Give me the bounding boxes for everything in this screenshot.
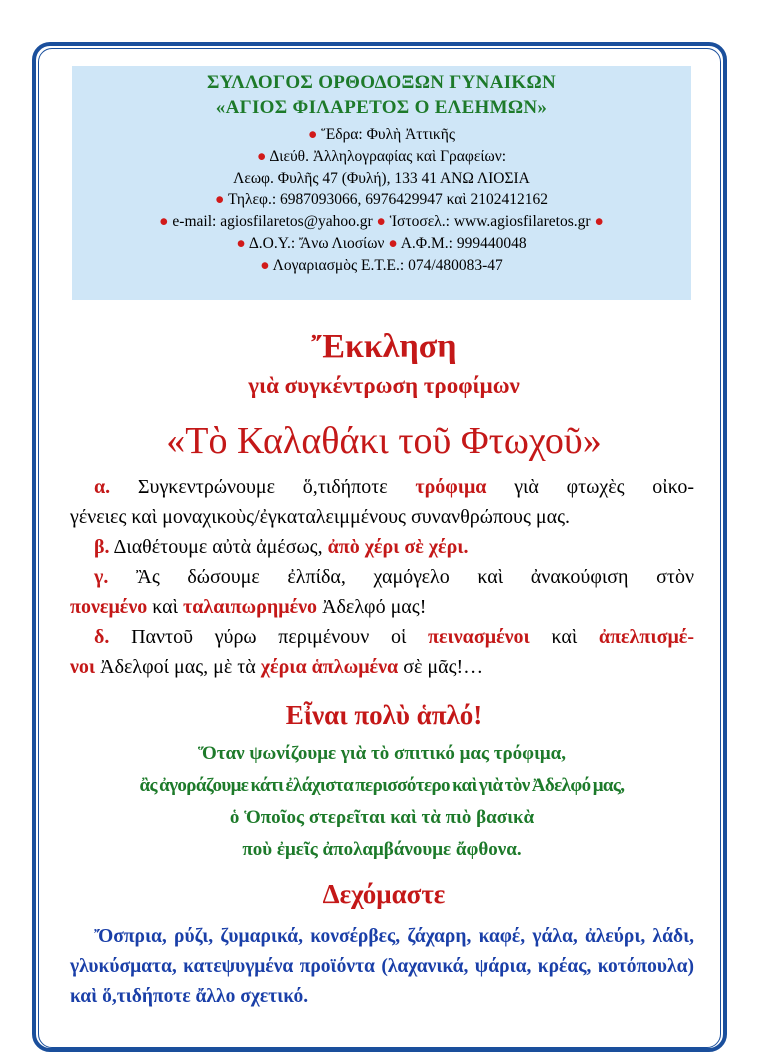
seat-text: Ἕδρα: Φυλὴ Ἀττικῆς xyxy=(321,126,455,143)
point-text: Ἀδελφοί μας, μὲ τὰ xyxy=(100,656,256,678)
point-a-line1 xyxy=(70,472,694,502)
appeal-title: Ἔκκληση xyxy=(311,328,457,365)
seat-line xyxy=(72,124,691,146)
phones-text: Τηλεφ.: 6987093066, 6976429947 καὶ 2102412162 xyxy=(227,191,548,209)
point-highlight: ταλαιπωρημένο xyxy=(183,596,318,618)
point-label: α. xyxy=(94,476,111,498)
point-highlight: πεινασμένοι xyxy=(428,626,530,648)
point-label: β. xyxy=(94,536,110,558)
contact-line xyxy=(72,211,691,233)
point-a xyxy=(70,472,694,502)
simple-line: ἂς ἀγοράζουμε κάτι ἐλάχιστα περισσότερο καὶ γιὰ τὸν Ἀδελφό μας, xyxy=(139,775,625,796)
point-c xyxy=(70,562,694,592)
point-d-line1 xyxy=(70,622,694,652)
point-text: γένειες καὶ μοναχικοὺς/ἐγκαταλειμμένους συνανθρώπους μας. xyxy=(70,506,570,528)
point-highlight: νοι xyxy=(70,656,96,678)
bullet-icon: ● xyxy=(215,191,225,209)
simple-text xyxy=(70,738,694,866)
point-highlight: χέρια ἁπλωμένα xyxy=(260,656,399,678)
point-highlight: τρόφιμα xyxy=(415,476,487,498)
bullet-icon: ● xyxy=(256,147,267,165)
website-link[interactable]: Ἱστοσελ.: www.agiosfilaretos.gr xyxy=(389,213,591,231)
bullet-icon: ● xyxy=(376,213,386,231)
org-subtitle: «ΑΓΙΟΣ ΦΙΛΑΡΕΤΟΣ Ο ΕΛΕΗΜΩΝ» xyxy=(215,97,548,118)
point-text: Παντοῦ γύρω περιμένουν οἱ xyxy=(131,626,407,648)
address-text: Λεωφ. Φυλῆς 47 (Φυλή), 133 41 ΑΝΩ ΛΙΟΣΙΑ xyxy=(233,169,530,187)
point-text: Ἂς δώσουμε ἐλπίδα, χαμόγελο καὶ ἀνακούφιση στὸν xyxy=(136,566,694,588)
bullet-icon: ● xyxy=(159,213,169,231)
simple-line: ποὺ ἐμεῖς ἀπολαμβάνουμε ἄφθονα. xyxy=(242,839,522,860)
org-name: ΣΥΛΛΟΓΟΣ ΟΡΘΟΔΟΞΩΝ ΓΥΝΑΙΚΩΝ xyxy=(206,72,557,93)
bullet-icon: ● xyxy=(236,234,246,252)
accept-text-block xyxy=(70,922,694,1012)
point-b xyxy=(70,532,694,562)
phones-line xyxy=(72,189,691,211)
simple-line: ὁ Ὁποῖος στερεῖται καὶ τὰ πιὸ βασικὰ xyxy=(229,807,535,828)
point-highlight: ἀπὸ χέρι σὲ χέρι. xyxy=(327,536,469,558)
simple-line: Ὅταν ψωνίζουμε γιὰ τὸ σπιτικό μας τρόφιμα, xyxy=(197,743,567,764)
point-text: καὶ xyxy=(152,596,179,618)
bullet-icon: ● xyxy=(388,234,398,252)
campaign-title: «Τὸ Καλαθάκι τοῦ Φτωχοῦ» xyxy=(166,420,602,462)
point-text: Συγκεντρώνουμε ὅ,τιδήποτε xyxy=(137,476,388,498)
point-c-line1 xyxy=(70,562,694,592)
bullet-icon: ● xyxy=(260,256,270,274)
point-text: σὲ μᾶς!… xyxy=(403,656,484,678)
address-label-line xyxy=(72,146,691,168)
tax-office-text: Δ.Ο.Υ.: Ἄνω Λιοσίων xyxy=(248,234,385,252)
point-highlight: πονεμένο xyxy=(70,596,148,618)
point-text: Ἀδελφό μας! xyxy=(322,596,427,618)
organization-header xyxy=(72,66,691,300)
point-highlight: ἀπελπισμέ- xyxy=(598,626,694,648)
point-d xyxy=(70,622,694,652)
address-label: Διεύθ. Ἀλληλογραφίας καὶ Γραφείων: xyxy=(269,147,507,165)
point-text: γιὰ φτωχὲς οἰκο- xyxy=(514,476,694,498)
point-c-cont xyxy=(70,592,694,622)
point-label: δ. xyxy=(94,626,110,648)
bank-account-text: Λογαριασμὸς Ε.Τ.Ε.: 074/480083-47 xyxy=(272,256,503,274)
simple-title: Εἶναι πολὺ ἁπλό! xyxy=(285,700,483,730)
accept-text: Ὄσπρια, ρύζι, ζυμαρικά, κονσέρβες, ζάχαρη, καφέ, γάλα, ἀλεύρι, λάδι, γλυκύσματα, κατεψυγμένα προϊόντα (λαχανικά, ψάρια, κρέας, κοτόπουλα) καὶ ὅ,τιδήποτε ἄλλο σχετικό. xyxy=(70,926,694,1007)
bullet-icon: ● xyxy=(308,126,318,143)
appeal-subtitle: γιὰ συγκέντρωση τροφίμων xyxy=(248,373,520,398)
point-text: Διαθέτουμε αὐτὰ ἀμέσως, xyxy=(113,536,323,558)
points-list xyxy=(70,472,694,682)
tax-line xyxy=(72,233,691,255)
point-d-cont xyxy=(70,652,694,682)
email-link[interactable]: e-mail: agiosfilaretos@yahoo.gr xyxy=(172,213,373,231)
point-text: καὶ xyxy=(551,626,578,648)
accept-title: Δεχόμαστε xyxy=(322,879,446,909)
bank-line xyxy=(72,255,691,277)
bullet-icon: ● xyxy=(594,213,604,231)
point-a-cont xyxy=(70,502,694,532)
point-label: γ. xyxy=(94,566,109,588)
tax-id-text: Α.Φ.Μ.: 999440048 xyxy=(400,234,527,252)
